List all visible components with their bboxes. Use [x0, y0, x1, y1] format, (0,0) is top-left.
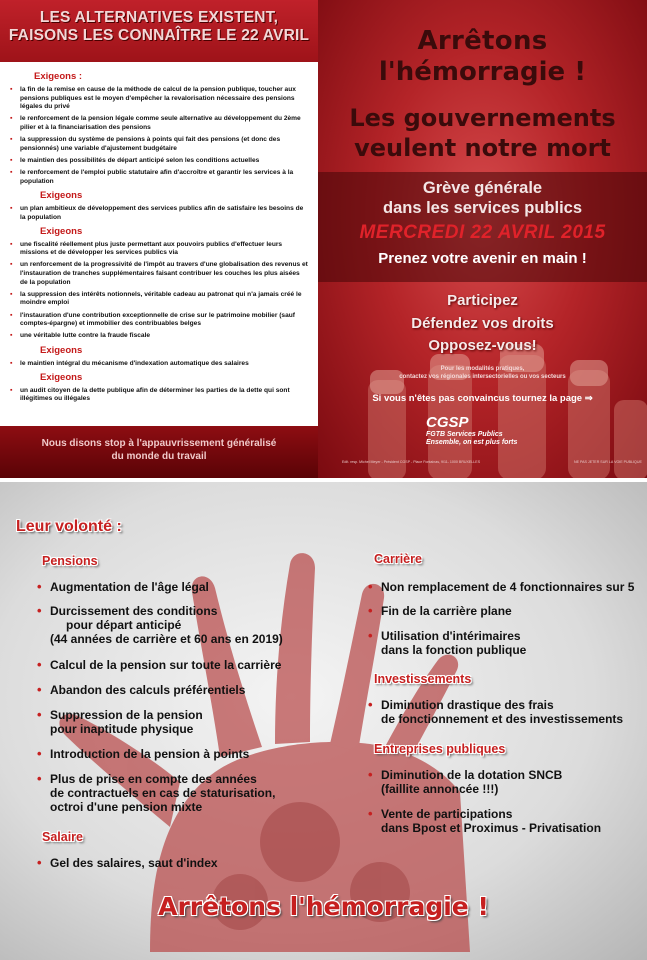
- demand-item: ▪ le renforcement de l'emploi public statutaire afin d'accroître et garantir les services à la population: [10, 169, 308, 186]
- section-title: Exigeons: [40, 371, 83, 383]
- category-entreprises-publiques: Entreprises publiques: [374, 742, 506, 756]
- item-line: • Non remplacement de 4 fonctionnaires sur 5: [381, 580, 635, 594]
- item-line: • Diminution de la dotation SNCB: [381, 768, 563, 782]
- item-line: de fonctionnement et des investissements: [381, 712, 624, 726]
- turn-page-note: Si vous n'êtes pas convaincus tournez la page ⇒: [372, 393, 593, 404]
- category-investissements: Investissements: [374, 672, 472, 686]
- item-line: • Gel des salaires, saut d'index: [50, 856, 218, 870]
- demand-item: ▪ la fin de la remise en cause de la méthode de calcul de la pension publique, toucher aux pensions publiques est le moyen d'empêcher la revalorisation nécessaire des pensions légales du privé: [10, 86, 308, 112]
- slogan-participez: Participez: [447, 292, 518, 309]
- strike-line-2: dans les services publics: [382, 199, 583, 217]
- demand-item: ▪ un plan ambitieux de développement des services publics afin de satisfaire les besoins de la population: [10, 205, 308, 222]
- list-item: [50, 658, 281, 672]
- list-item: [381, 807, 601, 835]
- raised-fists-icon: [358, 340, 647, 478]
- cgsp-logo-text: CGSP: [426, 414, 469, 431]
- list-item: [50, 747, 249, 761]
- header-line-1: LES ALTERNATIVES EXISTENT,: [39, 9, 279, 26]
- item-line: (44 années de carrière et 60 ans en 2019): [50, 632, 283, 646]
- list-item: [381, 768, 562, 796]
- list-item: [50, 708, 203, 736]
- list-item: [381, 698, 623, 726]
- item-line: pour inaptitude physique: [50, 722, 194, 736]
- demands-list: [0, 62, 318, 426]
- closing-slogan: Arrêtons l'hémorragie !: [158, 892, 489, 921]
- item-line: de contractuels en cas de staturisation,: [50, 786, 276, 800]
- item-line: • Suppression de la pension: [50, 708, 203, 722]
- item-line: (faillite annoncée !!!): [381, 782, 499, 796]
- call-to-action: Prenez votre avenir en main !: [378, 250, 587, 267]
- item-line: • Abandon des calculs préférentiels: [50, 683, 246, 697]
- strike-line-1: Grève générale: [422, 179, 543, 197]
- item-line: • Introduction de la pension à points: [50, 747, 250, 761]
- category-pensions: Pensions: [42, 554, 98, 568]
- demands-footer: [0, 426, 318, 478]
- item-line: • Diminution drastique des frais: [381, 698, 554, 712]
- list-item: [50, 604, 283, 646]
- demands-panel: [0, 0, 318, 478]
- demand-group: [10, 205, 308, 222]
- item-line: • Durcissement des conditions: [50, 604, 218, 618]
- header-line-2: FAISONS LES CONNAÎTRE LE 22 AVRIL: [8, 27, 310, 44]
- poster-subtitle-line-2: veulent notre mort: [354, 134, 611, 162]
- item-line: pour départ anticipé: [66, 618, 182, 632]
- demand-group: [10, 387, 308, 404]
- publisher-line: Edit. resp. Michel Meyer - Président CGSP - Place Fontainas, 9/11- 1000 BRUXELLES: [342, 460, 481, 464]
- item-line: • Calcul de la pension sur toute la carrière: [50, 658, 282, 672]
- section-title: Exigeons: [40, 344, 83, 356]
- litter-notice: NE PAS JETER SUR LA VOIE PUBLIQUE: [574, 460, 642, 464]
- section-title: Exigeons: [40, 225, 83, 237]
- item-line: • Augmentation de l'âge légal: [50, 580, 209, 594]
- slogan-opposez: Opposez-vous!: [428, 337, 537, 354]
- demand-item: ▪ la suppression des intérêts notionnels, véritable cadeau au patronat qui n'a jamais créé le moindre emploi: [10, 291, 308, 308]
- list-item: [381, 629, 526, 657]
- poster-title-line-1: Arrêtons: [417, 26, 548, 56]
- demand-item: ▪ le renforcement de la pension légale comme seule alternative au développement du 2ème pilier et à la financiarisation des pensions: [10, 115, 308, 132]
- demand-group: [10, 241, 308, 341]
- poster-title-line-2: l'hémorragie !: [378, 57, 587, 87]
- demand-item: ▪ une fiscalité réellement plus juste permettant aux pouvoirs publics d'effectuer leurs missions et de développer les services publics via: [10, 241, 308, 258]
- list-item: [50, 683, 245, 697]
- demand-item: ▪ la suppression du système de pensions à points qui fait des pensions (et donc des pensionnés) une variable d'ajustement budgétaire: [10, 136, 308, 153]
- demand-item: ▪ une véritable lutte contre la fraude fiscale: [10, 332, 308, 341]
- item-line: • Plus de prise en compte des années: [50, 772, 257, 786]
- slogan-defendez: Défendez vos droits: [411, 315, 554, 332]
- strike-date: MERCREDI 22 AVRIL 2015: [359, 222, 606, 243]
- flyer-front: [0, 0, 647, 478]
- union-logo: [426, 414, 556, 447]
- category-carriere: Carrière: [374, 552, 422, 566]
- item-line: • Fin de la carrière plane: [381, 604, 512, 618]
- footer-line-2: du monde du travail: [111, 451, 207, 462]
- demand-item: ▪ le maintien des possibilités de départ anticipé selon les conditions actuelles: [10, 157, 308, 166]
- demand-item: ▪ un audit citoyen de la dette publique afin de déterminer les parties de la dette qui sont illégitimes ou illégales: [10, 387, 308, 404]
- list-item: [50, 772, 275, 814]
- page-heading: Leur volonté :: [16, 518, 122, 535]
- demand-item: ▪ un renforcement de la progressivité de l'impôt au travers d'une globalisation des revenus et l'instauration de tranches supplémentaires faisant contribuer les couches les plus aisées de la population: [10, 261, 308, 287]
- section-title: Exigeons :: [34, 71, 83, 82]
- fgtb-label: FGTB Services Publics: [426, 431, 503, 438]
- list-item: [50, 580, 209, 594]
- item-line: octroi d'une pension mixte: [50, 800, 203, 814]
- practical-info-line-2: contactez vos régionales intersectorielles ou vos secteurs: [399, 374, 566, 380]
- union-tagline: Ensemble, on est plus forts: [426, 439, 518, 446]
- item-line: dans Bpost et Proximus - Privatisation: [381, 821, 602, 835]
- item-line: • Vente de participations: [381, 807, 513, 821]
- item-line: • Utilisation d'intérimaires: [381, 629, 521, 643]
- section-title: Exigeons: [40, 189, 83, 201]
- item-line: dans la fonction publique: [381, 643, 527, 657]
- demand-group: [10, 360, 308, 369]
- list-item: [381, 580, 634, 594]
- demand-item: ▪ le maintien intégral du mécanisme d'indexation automatique des salaires: [10, 360, 308, 369]
- footer-line-1: Nous disons stop à l'appauvrissement généralisé: [41, 438, 277, 449]
- demand-group: [10, 86, 308, 186]
- practical-info-line-1: Pour les modalités pratiques,: [440, 366, 525, 372]
- strike-poster: [318, 0, 647, 478]
- flyer-back: [0, 482, 647, 960]
- list-item: [50, 856, 218, 870]
- demands-header: [0, 0, 318, 62]
- poster-subtitle-line-1: Les gouvernements: [349, 104, 616, 132]
- demand-item: ▪ l'instauration d'une contribution exceptionnelle de crise sur le patrimoine mobilier (sauf comptes-épargne) et immobilier des contribuables belges: [10, 312, 308, 329]
- category-salaire: Salaire: [42, 830, 84, 844]
- list-item: [381, 604, 512, 618]
